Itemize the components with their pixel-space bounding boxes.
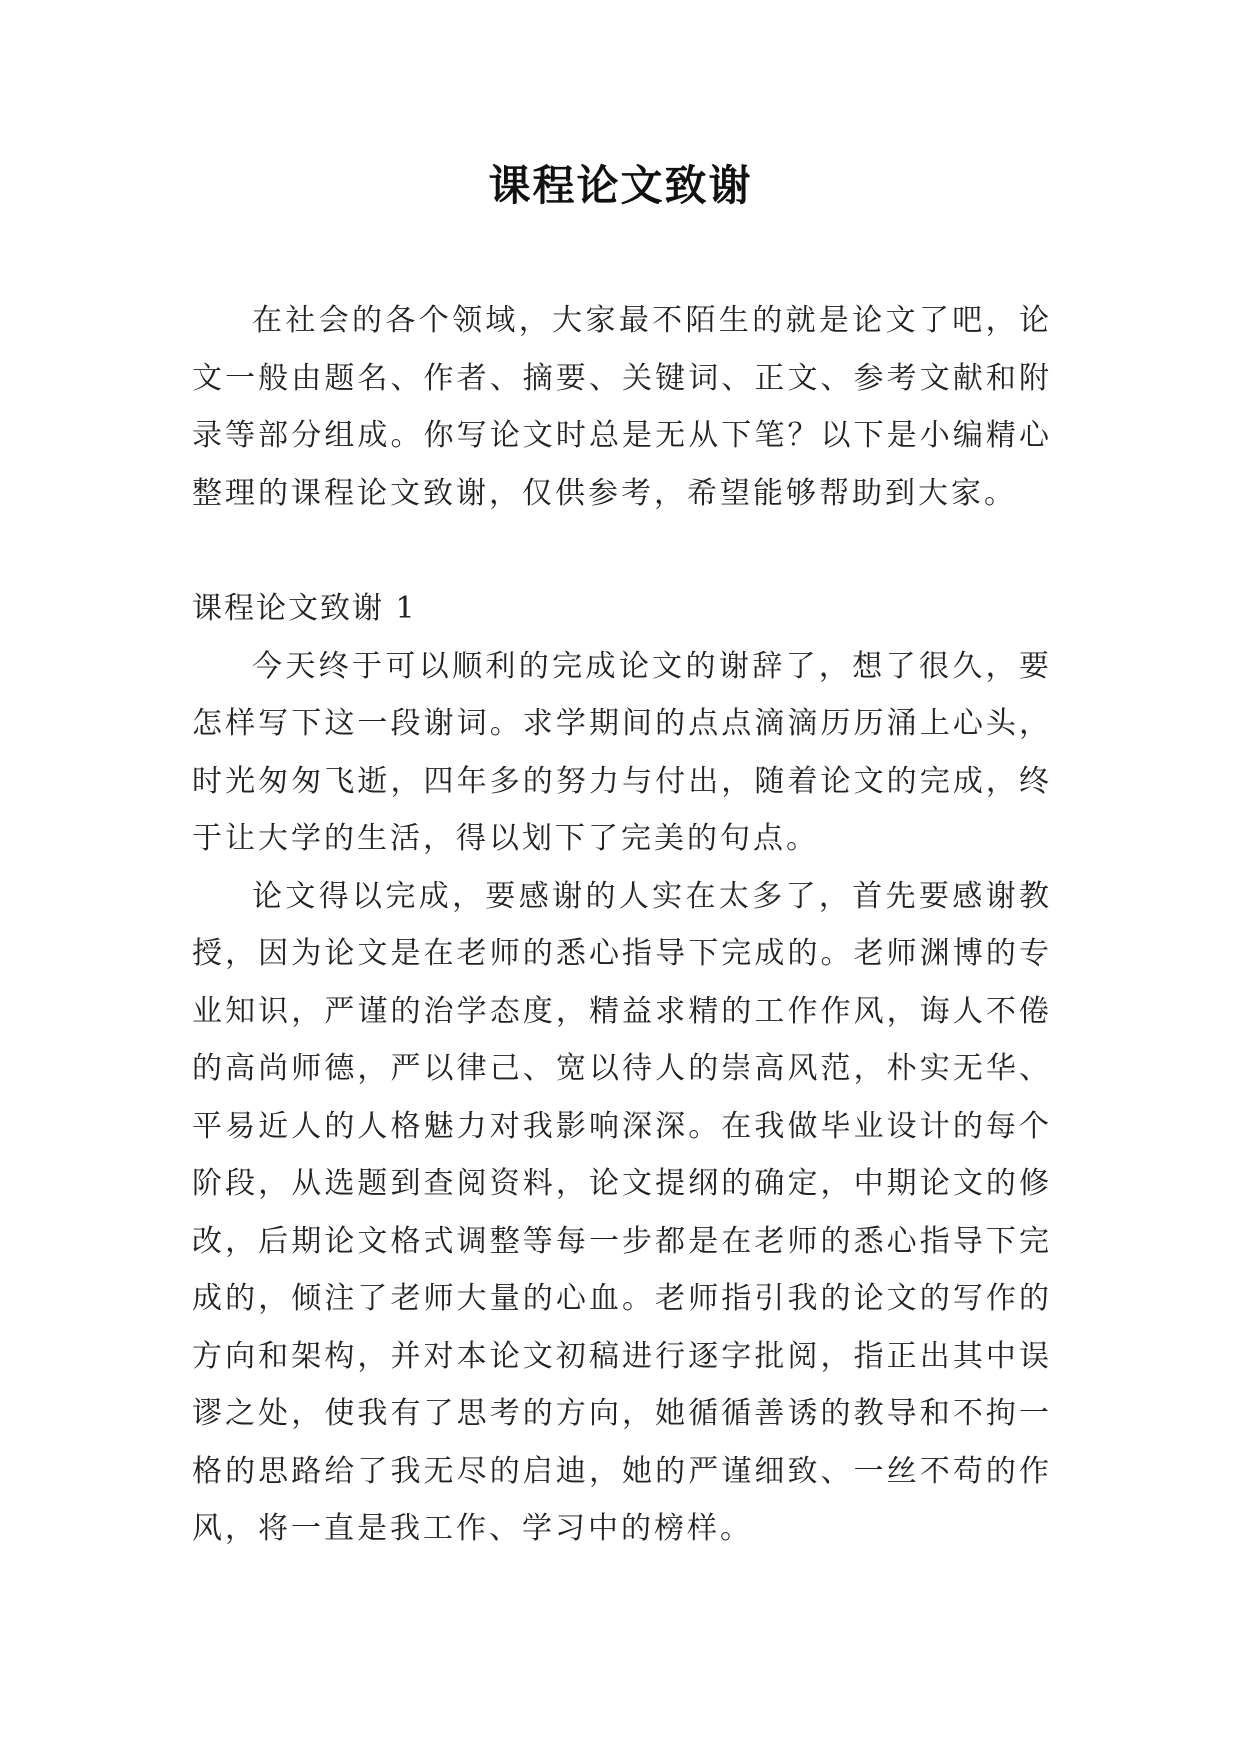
intro-paragraph: 在社会的各个领域，大家最不陌生的就是论文了吧，论文一般由题名、作者、摘要、关键词、正文、参考文献和附录等部分组成。你写论文时总是无从下笔？以下是小编精心整理的课程论文致谢，仅供参考，希望能够帮助到大家。 (192, 303, 1052, 511)
section-1 (192, 580, 1052, 1558)
section-paragraph-2: 论文得以完成，要感谢的人实在太多了，首先要感谢教授，因为论文是在老师的悉心指导下完成的。老师渊博的专业知识，严谨的治学态度，精益求精的工作作风，诲人不倦的高尚师德，严以律己、宽以待人的崇高风范，朴实无华、平易近人的人格魅力对我影响深深。在我做毕业设计的每个阶段，从选题到查阅资料，论文提纲的确定，中期论文的修改，后期论文格式调整等每一步都是在老师的悉心指导下完成的，倾注了老师大量的心血。老师指引我的论文的写作的方向和架构，并对本论文初稿进行逐字批阅，指正出其中误谬之处，使我有了思考的方向，她循循善诱的教导和不拘一格的思路给了我无尽的启迪，她的严谨细致、一丝不苟的作风，将一直是我工作、学习中的榜样。 (192, 878, 1052, 1546)
document-title: 课程论文致谢 (488, 161, 753, 210)
section-heading: 课程论文致谢 1 (192, 591, 417, 626)
section-paragraph-1: 今天终于可以顺利的完成论文的谢辞了，想了很久，要怎样写下这一段谢词。求学期间的点点滴滴历历涌上心头，时光匆匆飞逝，四年多的努力与付出，随着论文的完成，终于让大学的生活，得以划下了完美的句点。 (192, 648, 1052, 856)
